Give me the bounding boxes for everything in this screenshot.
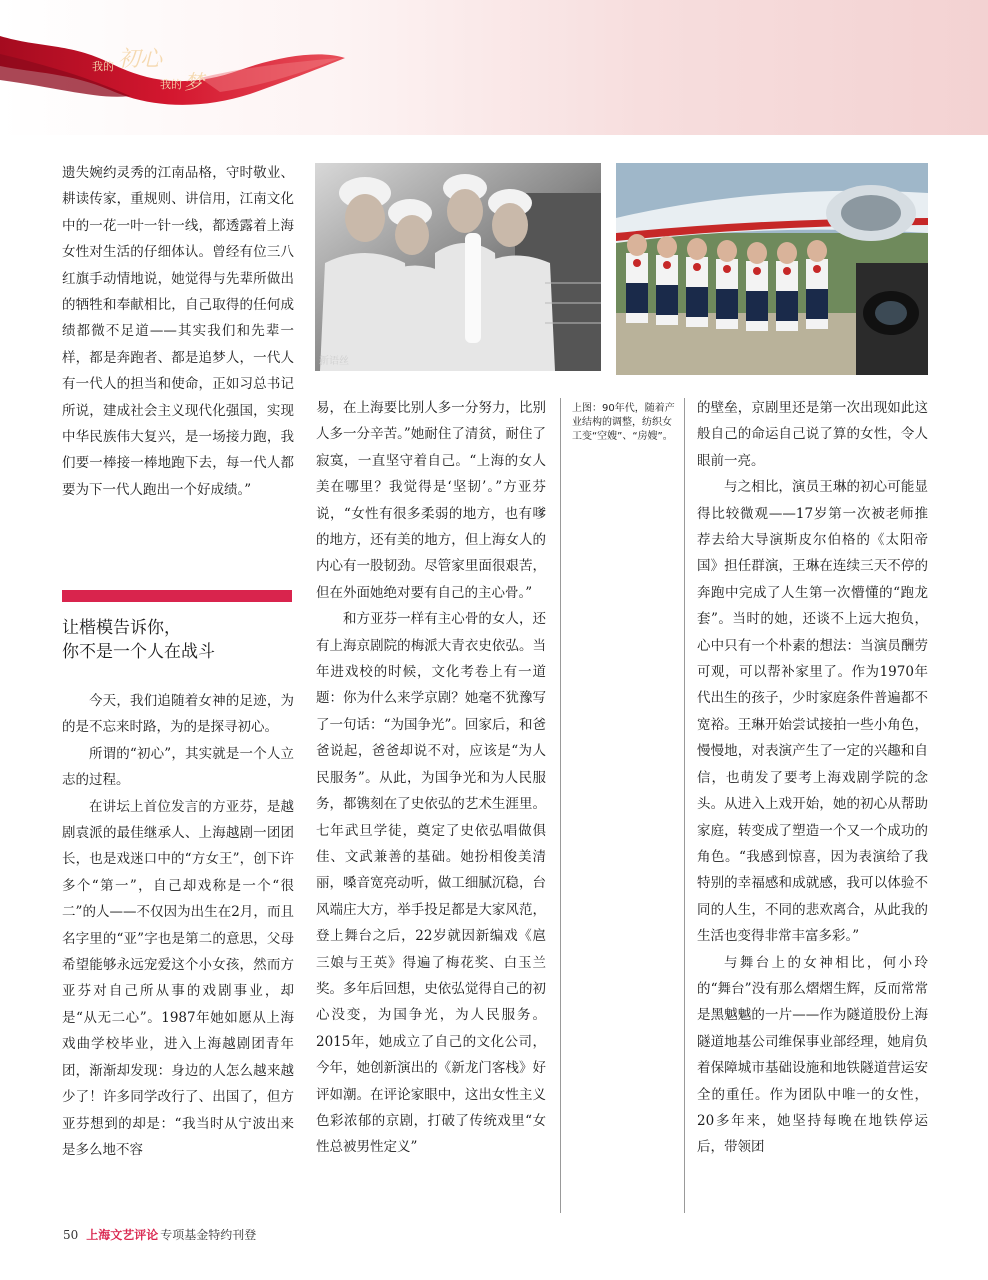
page-number: 50	[63, 1228, 79, 1242]
red-ribbon-decoration	[0, 18, 360, 118]
column2-paragraph: 和方亚芬一样有主心骨的女人，还有上海京剧院的梅派大青衣史依弘。当年进戏校的时候，文化考卷上有一道题：你为什么来学京剧？她毫不犹豫写了一句话：“为国争光”。回家后，和爸爸说起，爸爸却说不对，应该是“为人民服务”。从此，为国争光和为人民服务，都镌刻在了史依弘的艺术生涯里。七年武旦学徒，奠定了史依弘唱做俱佳、文武兼善的基础。她扮相俊美清丽，嗓音宽亮动听，做工细腻沉稳，台风端庄大方，举手投足都是大家风范，登上舞台之后，22岁就因新编戏《扈三娘与王英》得遍了梅花奖、白玉兰奖。多年后回想，史依弘觉得自己的初心没变，为国争光，为人民服务。2015年，她成立了自己的文化公司，今年，她创新演出的《新龙门客栈》好评如潮。在评论家眼中，这出女性主义色彩浓郁的京剧，打破了传统戏里“女性总被男性定义”	[316, 611, 546, 1156]
photo-watermark: 新语丝	[319, 356, 349, 367]
magazine-name: 上海文艺评论	[86, 1228, 159, 1242]
photo-textile-workers	[315, 163, 601, 371]
subhead-line1: 让楷模告诉你，	[62, 618, 181, 638]
column1-text-bottom	[62, 688, 294, 1163]
slogan-part3: 我的	[160, 78, 182, 91]
slogan-part4: 梦	[184, 70, 204, 94]
photo-caption: 上图：90年代，随着产业结构的调整，纺织女工变“空嫂”、“房嫂”。	[572, 403, 675, 442]
column4-paragraph: 与舞台上的女神相比，何小玲的“舞台”没有那么熠熠生辉，反而常常是黑魆魆的一片——作为隧道股份上海隧道地基公司维保事业部经理，她肩负着保障城市基础设施和地铁隧道营运安全的重任。作为团队中唯一的女性，20多年来，她坚持每晚在地铁停运后，带领团	[697, 954, 928, 1156]
column1-paragraph: 遗失婉约灵秀的江南品格，守时敬业、耕读传家，重规则、讲信用，江南文化中的一花一叶一针一线，都透露着上海女性对生活的仔细体认。曾经有位三八红旗手动情地说，她觉得与先辈所做出的牺牲和奉献相比，自己取得的任何成绩都微不足道——其实我们和先辈一样，都是奔跑者、都是追梦人，一代人有一代人的担当和使命，正如习总书记所说，建成社会主义现代化强国，实现中华民族伟大复兴，是一场接力跑，我们要一棒接一棒地跑下去，每一代人都要为下一代人跑出一个好成绩。”	[62, 165, 294, 498]
column-divider	[560, 398, 561, 1213]
column1-paragraph: 所谓的“初心”，其实就是一个人立志的过程。	[62, 745, 294, 789]
column2-text	[316, 395, 546, 1161]
slogan-part1: 我的	[92, 60, 114, 73]
page-footer	[63, 1226, 256, 1243]
photo-textile-drawing	[315, 163, 601, 371]
photo-attendants-drawing	[616, 163, 928, 375]
column1-text	[62, 160, 294, 503]
subhead-line2: 你不是一个人在战斗	[62, 642, 215, 662]
column2-paragraph: 易，在上海要比别人多一分努力，比别人多一分辛苦。”她耐住了清贫，耐住了寂寞，一直坚守着自己。“上海的女人美在哪里？我觉得是‘坚韧’。”方亚芬说，“女性有很多柔弱的地方，也有嗲的地方，还有美的地方，但上海女人的内心有一股韧劲。尽管家里面很艰苦，但在外面她绝对要有自己的主心骨。”	[316, 400, 546, 601]
slogan-part2: 初心	[118, 47, 163, 72]
column1-paragraph: 今天，我们追随着女神的足迹，为的是不忘来时路，为的是探寻初心。	[62, 693, 294, 736]
column4-text	[697, 395, 928, 1161]
column1-paragraph: 在讲坛上首位发言的方亚芬，是越剧袁派的最佳继承人、上海越剧一团团长，也是戏迷口中的“方女王”，创下许多个“第一”，自己却戏称是一个“很二”的人——不仅因为出生在2月，而且名字里的“亚”字也是第二的意思，父母希望能够永远宠爱这个小女孩，然而方亚芬对自己所从事的戏剧事业，却是“从无二心”。1987年她如愿从上海戏曲学校毕业，进入上海越剧团青年团，渐渐却发现：身边的人怎么越来越少了！许多同学改行了、出国了，但方亚芬想到的却是：“我当时从宁波出来是多么地不容	[62, 798, 294, 1158]
column4-paragraph: 的壁垒，京剧里还是第一次出现如此这般自己的命运自己说了算的女性，令人眼前一亮。	[697, 400, 928, 469]
column4-paragraph: 与之相比，演员王琳的初心可能显得比较微观——17岁第一次被老师推荐去给大导演斯皮尔伯格的《太阳帝国》担任群演，王琳在连续三天不停的奔跑中完成了人生第一次懵懂的“跑龙套”。当时的她，还谈不上远大抱负，心中只有一个朴素的想法：当演员酬劳可观，可以帮补家里了。作为1970年代出生的孩子，少时家庭条件普遍都不宽裕。王琳开始尝试接拍一些小角色，慢慢地，对表演产生了一定的兴趣和自信，也萌发了要考上海戏剧学院的念头。从进入上戏开始，她的初心从帮助家庭，转变成了塑造一个又一个成功的角色。“我感到惊喜，因为表演给了我特别的幸福感和成就感，我可以体验不同的人生，不同的悲欢离合，从此我的生活也变得非常丰富多彩。”	[697, 479, 928, 945]
footer-subtitle: 专项基金特约刊登	[160, 1228, 257, 1242]
section-subhead	[62, 616, 294, 664]
column-divider	[684, 398, 685, 1213]
photo-flight-attendants	[616, 163, 928, 375]
section-bar	[62, 590, 292, 602]
